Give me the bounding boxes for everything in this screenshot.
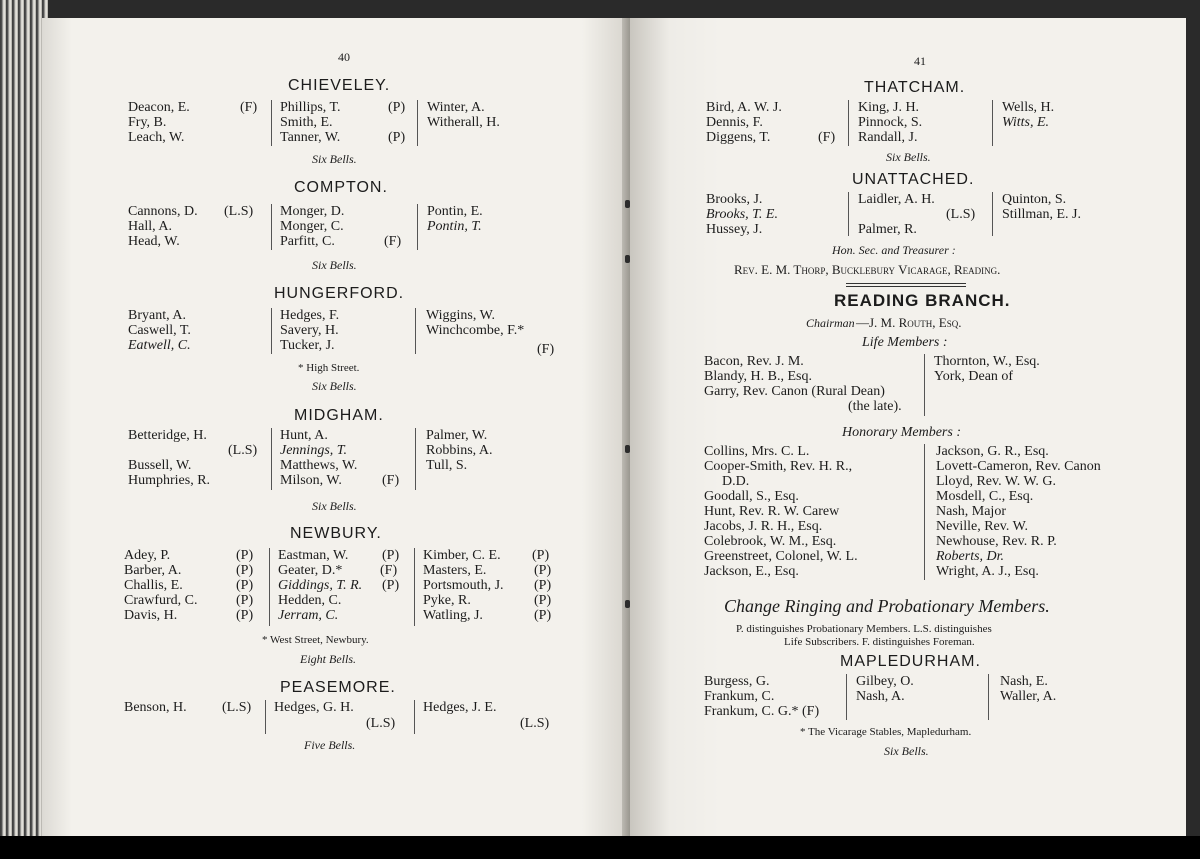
section-heading-peasemore: PEASEMORE. [280,679,396,696]
status-mark: (P) [382,548,400,563]
name-entry: Parfitt, C. [280,234,335,249]
name-entry: Thornton, W., Esq. [934,354,1040,369]
name-entry: Jerram, C. [278,608,339,623]
status-mark: (L.S) [366,716,396,731]
name-entry: Diggens, T. [706,130,771,145]
name-entry: Waller, A. [1000,689,1057,704]
name-entry: Stillman, E. J. [1002,207,1081,222]
name-entry: Wiggins, W. [426,308,496,323]
honorary-members-label: Honorary Members : [842,425,961,440]
name-entry: Pyke, R. [423,593,471,608]
name-entry: Goodall, S., Esq. [704,489,799,504]
name-entry: Matthews, W. [280,458,358,473]
name-entry: Nash, A. [856,689,905,704]
name-entry: Savery, H. [280,323,339,338]
column-divider [414,700,415,734]
status-mark: (P) [534,608,552,623]
name-entry: Monger, C. [280,219,344,234]
bells-note: Six Bells. [312,499,357,513]
status-mark: (L.S) [222,700,252,715]
change-ringing-heading: Change Ringing and Probationary Members. [724,596,1050,616]
column-divider [269,548,270,626]
column-divider [992,192,993,236]
status-mark: (F) [382,473,400,488]
name-entry: Palmer, W. [426,428,488,443]
name-entry: Witts, E. [1002,115,1050,130]
status-mark: (F) [380,563,398,578]
column-divider [415,308,416,354]
name-entry: Winchcombe, F.* [426,323,525,338]
column-divider [992,100,993,146]
name-entry: Hedges, G. H. [274,700,354,715]
name-entry: Brooks, T. E. [706,207,778,222]
status-mark: (L.S) [224,204,254,219]
name-entry: Head, W. [128,234,180,249]
hon-sec-line: Rev. E. M. Thorp, Bucklebury Vicarage, Reading. [734,262,1001,277]
heading-rule [846,283,966,284]
name-entry: Robbins, A. [426,443,493,458]
name-entry: King, J. H. [858,100,920,115]
name-entry: Fry, B. [128,115,167,130]
column-divider [988,674,989,720]
column-divider [414,548,415,626]
name-entry: Lovett-Cameron, Rev. Canon [936,459,1101,474]
name-entry: Nash, Major [936,504,1006,519]
name-entry: Palmer, R. [858,222,917,237]
name-entry: Smith, E. [280,115,333,130]
status-mark: (P) [534,563,552,578]
name-entry: Randall, J. [858,130,918,145]
status-mark: (F) [818,130,836,145]
column-divider [417,100,418,146]
name-entry: Milson, W. [280,473,342,488]
name-entry: Bryant, A. [128,308,186,323]
name-entry: Deacon, E. [128,100,190,115]
status-mark: (P) [534,578,552,593]
column-divider [417,204,418,250]
status-mark: (L.S) [946,207,976,222]
status-mark: (P) [382,578,400,593]
name-entry: Bacon, Rev. J. M. [704,354,804,369]
life-members-label: Life Members : [862,335,948,350]
name-entry: Nash, E. [1000,674,1048,689]
name-entry: Blandy, H. B., Esq. [704,369,812,384]
name-entry: Benson, H. [124,700,187,715]
bells-note: Five Bells. [304,738,356,752]
bells-note: Six Bells. [886,150,931,164]
name-entry: Giddings, T. R. [278,578,363,593]
name-entry: Hedden, C. [278,593,342,608]
status-mark: (F) [384,234,402,249]
section-heading-midgham: MIDGHAM. [294,407,384,424]
right-page [630,18,1186,836]
section-heading-hungerford: HUNGERFORD. [274,285,405,302]
bells-note: Six Bells. [312,379,357,393]
name-entry: Phillips, T. [280,100,341,115]
name-entry: Cannons, D. [128,204,198,219]
status-mark: (F) [240,100,258,115]
name-entry: Garry, Rev. Canon (Rural Dean) [704,384,885,399]
name-entry: Eatwell, C. [128,338,191,353]
scan-border [0,836,1200,859]
name-entry: Hall, A. [128,219,172,234]
chairman-name: —J. M. Routh, Esq. [856,315,962,330]
name-entry: Tanner, W. [280,130,341,145]
bells-note: Six Bells. [312,258,357,272]
name-entry: Tucker, J. [280,338,335,353]
name-entry: Collins, Mrs. C. L. [704,444,810,459]
section-heading-newbury: NEWBURY. [290,525,382,542]
status-mark: (P) [532,548,550,563]
left-page [42,18,630,836]
column-divider [271,100,272,146]
name-entry: Hunt, A. [280,428,328,443]
name-entry: Quinton, S. [1002,192,1067,207]
section-heading-reading-branch: READING BRANCH. [834,291,1011,310]
column-divider [271,204,272,250]
name-entry: Humphries, R. [128,473,211,488]
column-divider [271,308,272,354]
status-mark: (P) [236,578,254,593]
name-entry: Betteridge, H. [128,428,207,443]
explanation-line: Life Subscribers. F. distinguishes Foreman. [784,636,975,648]
name-entry: Geater, D.* [278,563,343,578]
section-heading-thatcham: THATCHAM. [864,79,966,96]
status-mark: (P) [236,593,254,608]
name-entry: Newhouse, Rev. R. P. [936,534,1057,549]
name-entry: Neville, Rev. W. [936,519,1029,534]
status-mark: (P) [236,608,254,623]
name-entry: Bussell, W. [128,458,192,473]
section-heading-unattached: UNATTACHED. [852,171,975,188]
name-entry: Greenstreet, Colonel, W. L. [704,549,858,564]
column-divider [848,192,849,236]
name-entry: Monger, D. [280,204,345,219]
name-entry: Frankum, C. G.* (F) [704,704,820,719]
status-mark: (P) [236,563,254,578]
name-entry: Adey, P. [124,548,171,563]
name-entry: Caswell, T. [128,323,191,338]
name-entry: Leach, W. [128,130,185,145]
status-mark: (P) [534,593,552,608]
name-entry: (the late). [848,399,902,414]
name-entry: Jennings, T. [280,443,348,458]
name-entry: Barber, A. [124,563,182,578]
page-number: 41 [914,54,926,68]
name-entry: Pinnock, S. [858,115,923,130]
name-entry: Pontin, T. [427,219,482,234]
name-entry: Jackson, G. R., Esq. [936,444,1049,459]
name-entry: Hedges, F. [280,308,340,323]
bells-note: Eight Bells. [300,652,356,666]
column-divider [271,428,272,490]
name-entry: Hedges, J. E. [423,700,497,715]
name-entry: D.D. [722,474,750,489]
name-entry: Frankum, C. [704,689,775,704]
section-heading-compton: COMPTON. [294,179,388,196]
name-entry: Davis, H. [124,608,178,623]
name-entry: Brooks, J. [706,192,763,207]
name-entry: Burgess, G. [704,674,770,689]
heading-rule [846,286,966,287]
name-entry: Winter, A. [427,100,485,115]
name-entry: Jackson, E., Esq. [704,564,799,579]
status-mark: (P) [236,548,254,563]
column-divider [848,100,849,146]
name-entry: Jacobs, J. R. H., Esq. [704,519,823,534]
name-entry: Eastman, W. [278,548,349,563]
address-note: * The Vicarage Stables, Mapledurham. [800,726,972,738]
name-entry: Witherall, H. [427,115,500,130]
column-divider [924,444,925,580]
name-entry: Crawfurd, C. [124,593,198,608]
name-entry: Challis, E. [124,578,183,593]
bells-note: Six Bells. [312,152,357,166]
name-entry: Gilbey, O. [856,674,914,689]
name-entry: Portsmouth, J. [423,578,504,593]
name-entry: Lloyd, Rev. W. W. G. [936,474,1057,489]
name-entry: Bird, A. W. J. [706,100,782,115]
column-divider [846,674,847,720]
name-entry: Watling, J. [423,608,483,623]
section-heading-chieveley: CHIEVELEY. [288,77,391,94]
page-edges [0,0,48,859]
column-divider [265,700,266,734]
name-entry: Roberts, Dr. [936,549,1005,564]
name-entry: Tull, S. [426,458,468,473]
name-entry: Mosdell, C., Esq. [936,489,1034,504]
explanation-line: P. distinguishes Probationary Members. L.S. distinguishes [736,623,992,635]
status-mark: (P) [388,130,406,145]
name-entry: York, Dean of [934,369,1014,384]
name-entry: Colebrook, W. M., Esq. [704,534,837,549]
name-entry: Dennis, F. [706,115,763,130]
name-entry: Hunt, Rev. R. W. Carew [704,504,840,519]
hon-sec-label: Hon. Sec. and Treasurer : [832,243,956,257]
name-entry: Masters, E. [423,563,487,578]
name-entry: Hussey, J. [706,222,763,237]
column-divider [924,354,925,416]
address-note: * West Street, Newbury. [262,634,369,646]
bells-note: Six Bells. [884,744,929,758]
status-mark: (F) [537,342,555,357]
status-mark: (L.S) [228,443,258,458]
name-entry: Cooper-Smith, Rev. H. R., [704,459,853,474]
address-note: * High Street. [298,362,360,374]
name-entry: Kimber, C. E. [423,548,501,563]
status-mark: (L.S) [520,716,550,731]
name-entry: Laidler, A. H. [858,192,935,207]
column-divider [415,428,416,490]
page-number: 40 [338,50,350,64]
name-entry: Wells, H. [1002,100,1055,115]
status-mark: (P) [388,100,406,115]
section-heading-mapledurham: MAPLEDURHAM. [840,653,981,670]
chairman-label: Chairman [806,316,855,330]
name-entry: Pontin, E. [427,204,483,219]
name-entry: Wright, A. J., Esq. [936,564,1039,579]
